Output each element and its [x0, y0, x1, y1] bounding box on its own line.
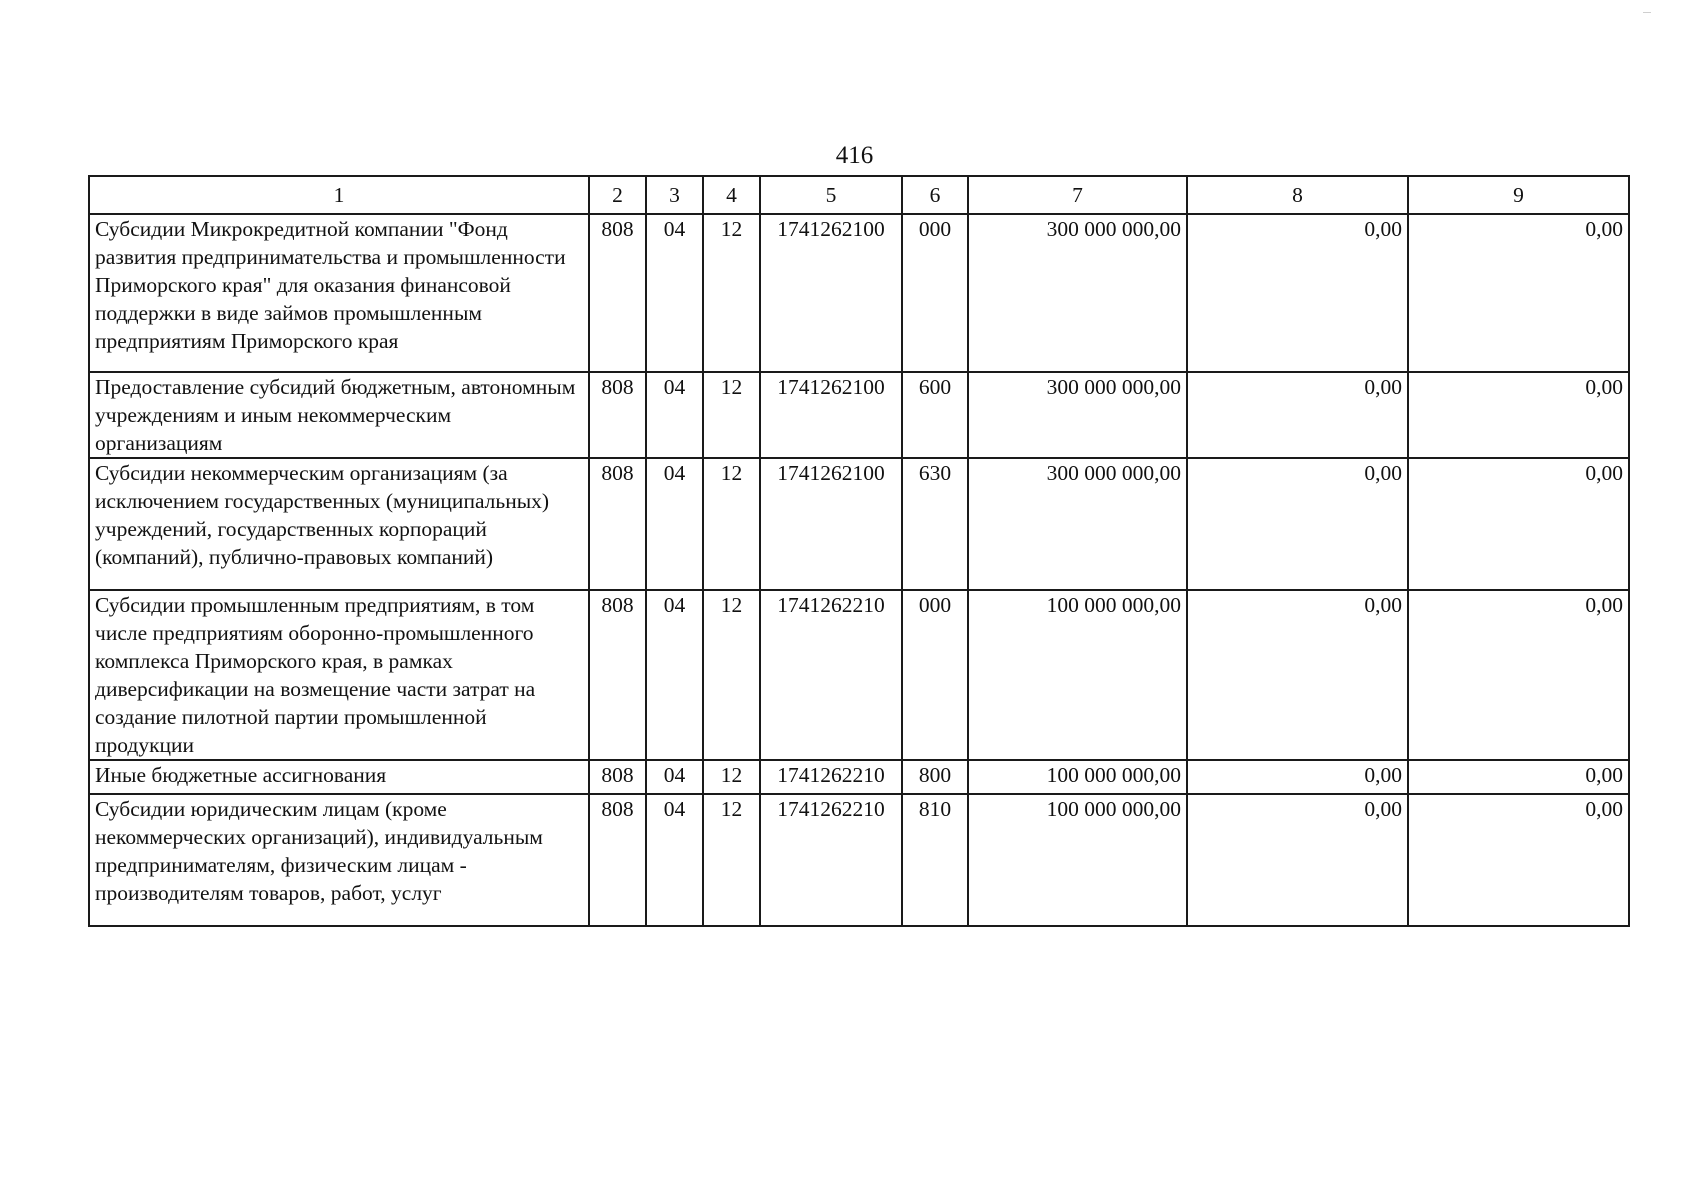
row-amount-9: 0,00: [1408, 590, 1629, 760]
column-header-9: 9: [1408, 176, 1629, 214]
header-row: [89, 176, 1629, 214]
row-code-3: 04: [646, 458, 703, 590]
row-code-4: 12: [703, 590, 760, 760]
row-code-6: 630: [902, 458, 968, 590]
row-amount-9: 0,00: [1408, 794, 1629, 926]
row-name: Субсидии промышленным предприятиям, в том числе предприятиям оборонно-промышленного комплекса Приморского края, в рамках диверсификации на возмещение части затрат на создание пилотной партии промышленной продукции: [89, 590, 589, 760]
row-code-6: 800: [902, 760, 968, 794]
row-code-4: 12: [703, 214, 760, 372]
row-name: Субсидии некоммерческим организациям (за исключением государственных (муниципальных) учреждений, государственных корпораций (компаний), публично-правовых компаний): [89, 458, 589, 590]
row-amount-8: 0,00: [1187, 794, 1408, 926]
column-header-2: 2: [589, 176, 646, 214]
row-code-5: 1741262100: [760, 458, 902, 590]
row-code-4: 12: [703, 760, 760, 794]
row-code-2: 808: [589, 760, 646, 794]
row-code-3: 04: [646, 372, 703, 458]
column-header-5: 5: [760, 176, 902, 214]
row-code-2: 808: [589, 214, 646, 372]
row-code-3: 04: [646, 590, 703, 760]
row-amount-9: 0,00: [1408, 214, 1629, 372]
row-code-2: 808: [589, 372, 646, 458]
column-header-4: 4: [703, 176, 760, 214]
row-code-5: 1741262210: [760, 590, 902, 760]
row-code-6: 810: [902, 794, 968, 926]
table-row: [89, 590, 1629, 760]
row-name: Субсидии юридическим лицам (кроме некоммерческих организаций), индивидуальным предпринимателям, физическим лицам - производителям товаров, работ, услуг: [89, 794, 589, 926]
row-amount-8: 0,00: [1187, 760, 1408, 794]
row-name: Иные бюджетные ассигнования: [89, 760, 589, 794]
table-row: [89, 794, 1629, 926]
table-row: [89, 458, 1629, 590]
row-amount-8: 0,00: [1187, 214, 1408, 372]
row-amount-9: 0,00: [1408, 760, 1629, 794]
table-row: [89, 760, 1629, 794]
row-amount-7: 100 000 000,00: [968, 794, 1187, 926]
row-amount-7: 300 000 000,00: [968, 372, 1187, 458]
row-amount-9: 0,00: [1408, 458, 1629, 590]
table-row: [89, 372, 1629, 458]
column-header-8: 8: [1187, 176, 1408, 214]
row-code-2: 808: [589, 794, 646, 926]
row-amount-9: 0,00: [1408, 372, 1629, 458]
row-amount-8: 0,00: [1187, 590, 1408, 760]
row-code-3: 04: [646, 760, 703, 794]
table-row: [89, 214, 1629, 372]
page-number: 416: [835, 142, 874, 169]
row-code-5: 1741262210: [760, 760, 902, 794]
row-code-5: 1741262100: [760, 372, 902, 458]
row-code-3: 04: [646, 794, 703, 926]
row-code-4: 12: [703, 794, 760, 926]
row-amount-7: 300 000 000,00: [968, 214, 1187, 372]
row-amount-7: 300 000 000,00: [968, 458, 1187, 590]
row-name: Субсидии Микрокредитной компании "Фонд развития предпринимательства и промышленности Приморского края" для оказания финансовой поддержки в виде займов промышленным предприятиям Приморского края: [89, 214, 589, 372]
row-code-5: 1741262210: [760, 794, 902, 926]
row-amount-7: 100 000 000,00: [968, 590, 1187, 760]
row-code-2: 808: [589, 458, 646, 590]
column-header-1: 1: [89, 176, 589, 214]
row-code-6: 000: [902, 590, 968, 760]
column-header-7: 7: [968, 176, 1187, 214]
budget-table: [88, 175, 1630, 927]
row-code-3: 04: [646, 214, 703, 372]
row-code-2: 808: [589, 590, 646, 760]
row-code-4: 12: [703, 458, 760, 590]
row-code-4: 12: [703, 372, 760, 458]
row-name: Предоставление субсидий бюджетным, автономным учреждениям и иным некоммерческим организациям: [89, 372, 589, 458]
row-code-6: 600: [902, 372, 968, 458]
row-code-6: 000: [902, 214, 968, 372]
row-amount-8: 0,00: [1187, 372, 1408, 458]
scan-mark: [1643, 12, 1651, 13]
column-header-6: 6: [902, 176, 968, 214]
row-amount-8: 0,00: [1187, 458, 1408, 590]
row-amount-7: 100 000 000,00: [968, 760, 1187, 794]
row-code-5: 1741262100: [760, 214, 902, 372]
column-header-3: 3: [646, 176, 703, 214]
